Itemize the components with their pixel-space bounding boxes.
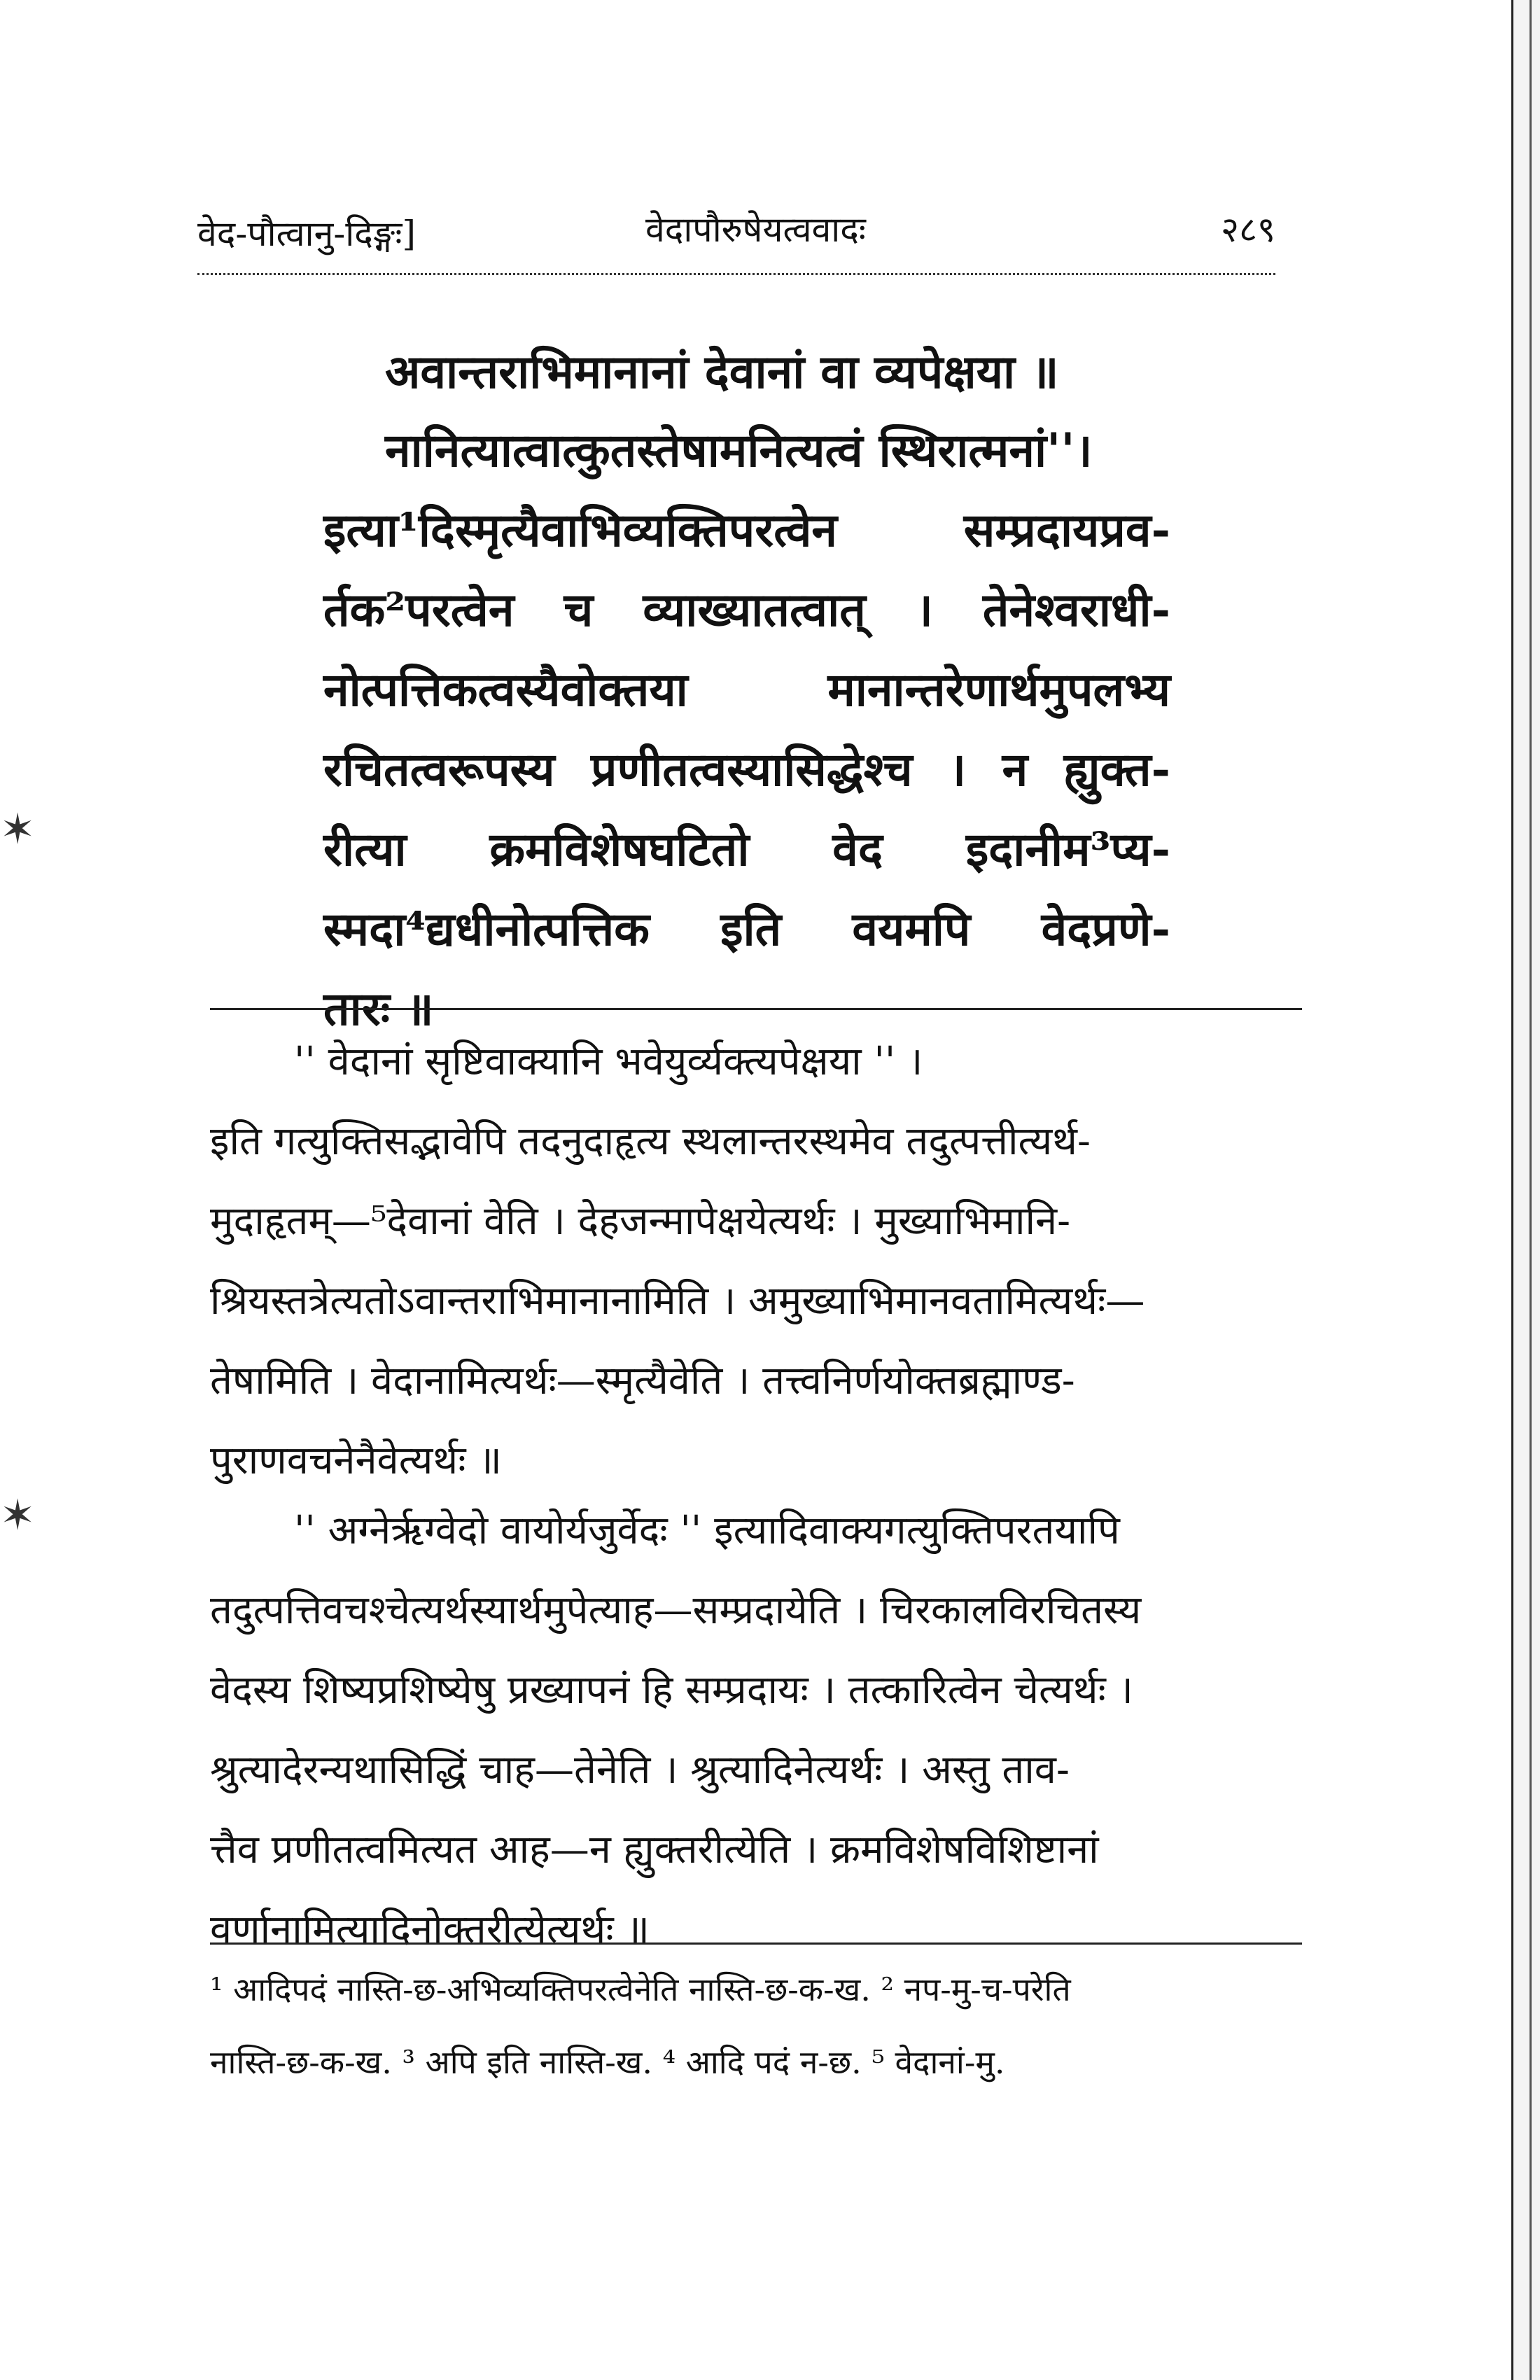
- main-text-line: इत्या¹दिस्मृत्यैवाभिव्यक्तिपरत्वेन सम्प्रदायप्रव-: [323, 503, 1170, 557]
- gloss-line: त्तैव प्रणीतत्वमित्यत आह—न ह्युक्तरीत्येति । क्रमविशेषविशिष्टानां: [210, 1827, 1099, 1872]
- main-text-line: र्तक²परत्वेन च व्याख्यातत्वात् । तेनेश्वराधी-: [323, 582, 1170, 637]
- margin-mark: ✶: [0, 805, 36, 854]
- footnote-divider: [210, 1942, 1302, 1945]
- gloss-line: पुराणवचनेनैवेत्यर्थः ॥: [210, 1438, 502, 1483]
- gloss-line: इति गत्युक्तिसद्भावेपि तदनुदाहृत्य स्थलान्तरस्थमेव तदुत्पत्तीत्यर्थ-: [210, 1119, 1091, 1164]
- footnote-line: ¹ आदिपदं नास्ति-छ-अभिव्यक्तिपरत्वेनेति नास्ति-छ-क-ख. ² नप-मु-च-परेति: [210, 1970, 1071, 2008]
- gloss-line: वेदस्य शिष्यप्रशिष्येषु प्रख्यापनं हि सम्प्रदायः । तत्कारित्वेन चेत्यर्थः ।: [210, 1667, 1133, 1713]
- running-header: [197, 196, 1275, 259]
- footnotes: [210, 1953, 1302, 2099]
- gloss-line: वर्णानामित्यादिनोक्तरीत्येत्यर्थः ॥: [210, 1907, 650, 1952]
- header-chapter-title: वेदापौरुषेयत्ववादः: [645, 209, 866, 250]
- gloss-line: श्रियस्तत्रेत्यतोऽवान्तराभिमानानामिति । अमुख्याभिमानवतामित्यर्थः—: [210, 1278, 1145, 1324]
- gloss-line: मुदाहृतम्—⁵देवानां वेति । देहजन्मापेक्षयेत्यर्थः । मुख्याभिमानि-: [210, 1198, 1071, 1244]
- section-divider: [210, 1008, 1302, 1010]
- gloss-paragraph-2: [210, 1491, 1302, 1970]
- gloss-line: तदुत्पत्तिवचश्चेत्यर्थस्यार्थमुपेत्याह—सम्प्रदायेति । चिरकालविरचितस्य: [210, 1588, 1142, 1633]
- margin-mark: ✶: [0, 1491, 36, 1540]
- footnote-line: नास्ति-छ-क-ख. ³ अपि इति नास्ति-ख. ⁴ आदि पदं न-छ. ⁵ वेदानां-मु.: [210, 2043, 1005, 2081]
- header-rule: [197, 273, 1275, 275]
- main-text-line: नोत्पत्तिकत्वस्यैवोक्तया मानान्तरेणार्थमुपलभ्य: [323, 662, 1170, 717]
- main-text-line: तारः ॥: [323, 981, 434, 1036]
- verse-line: नानित्यात्वात्कुतस्तेषामनित्यत्वं स्थिरात्मनां''।: [385, 423, 1093, 477]
- page-edge: [1511, 0, 1540, 2380]
- page-number: २८९: [1221, 209, 1275, 250]
- main-text-line: रीत्या क्रमविशेषघटितो वेद इदानीम³प्य-: [323, 822, 1170, 876]
- main-text-line: रचितत्वरूपस्य प्रणीतत्वस्यासिद्धेश्च । न ह्युक्त-: [323, 742, 1170, 797]
- gloss-line: '' अग्नेरृग्वेदो वायोर्यजुर्वेदः '' इत्यादिवाक्यगत्युक्तिपरतयापि: [294, 1508, 1120, 1553]
- gloss-line: '' वेदानां सृष्टिवाक्यानि भवेयुर्व्यक्त्यपेक्षया '' ।: [294, 1039, 923, 1084]
- gloss-paragraph-1: [210, 1022, 1302, 1501]
- main-commentary: [323, 490, 1170, 1049]
- verse-line: अवान्तराभिमानानां देवानां वा व्यपेक्षया ॥: [385, 344, 1059, 399]
- main-text-line: स्मदा⁴द्यधीनोत्पत्तिक इति वयमपि वेदप्रणे-: [323, 902, 1170, 956]
- gloss-line: श्रुत्यादेरन्यथासिद्धिं चाह—तेनेति । श्रुत्यादिनेत्यर्थः । अस्तु ताव-: [210, 1747, 1070, 1793]
- gloss-line: तेषामिति । वेदानामित्यर्थः—स्मृत्यैवेति । तत्त्वनिर्णयोक्तब्रह्माण्ड-: [210, 1358, 1075, 1404]
- header-section-title: वेद-पौत्वानु-दिङ्गः]: [197, 214, 416, 254]
- page-edge-line: [1530, 0, 1532, 2380]
- verse-quotation: [329, 332, 1169, 489]
